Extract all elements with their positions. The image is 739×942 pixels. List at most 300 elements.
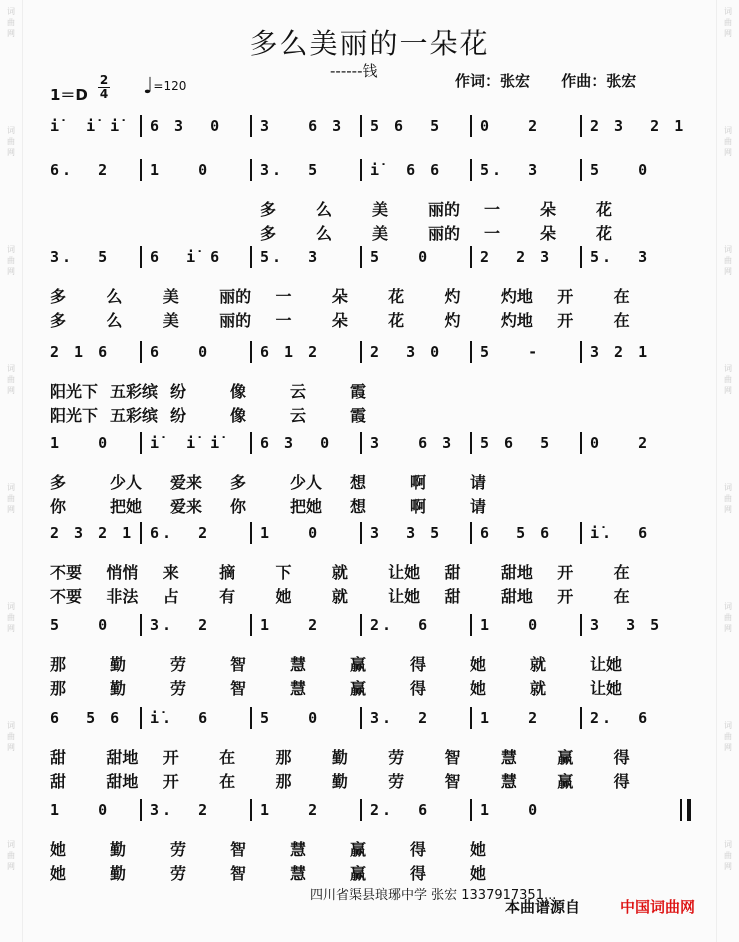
lyricist: 作词：张宏	[455, 72, 531, 90]
lyric-word: 想	[350, 473, 367, 492]
lyric-word: 多	[260, 224, 277, 243]
lyric-word: 她	[470, 655, 487, 674]
watermark-text: 词 曲 网	[7, 364, 15, 395]
lyric-word: 智	[230, 655, 247, 674]
lyric-word: 智	[230, 864, 247, 883]
lyric-word: 多	[50, 287, 67, 306]
lyric-word: 得	[410, 679, 427, 698]
measure-notes: i̇ 6 6	[370, 161, 443, 179]
lyric-word: 花	[388, 287, 405, 306]
measure-notes: i̇. 6	[590, 524, 651, 542]
lyric-word: 她	[50, 864, 67, 883]
lyric-word: 朵	[540, 224, 557, 243]
lyric-word: 开	[162, 772, 179, 791]
bar-line	[360, 707, 362, 729]
measure-notes: 0 2	[480, 117, 541, 135]
right-watermark-strip	[716, 0, 739, 942]
watermark-text: 词 曲 网	[724, 126, 732, 157]
lyric-word: 那	[50, 655, 67, 674]
lyric-word: 一	[484, 200, 501, 219]
bar-line	[360, 432, 362, 454]
footer	[0, 884, 739, 924]
lyric-word: 得	[410, 864, 427, 883]
bar-line	[250, 246, 252, 268]
lyric-word: 她	[470, 679, 487, 698]
bar-line	[360, 341, 362, 363]
bar-line	[580, 246, 582, 268]
measure-notes: 5 0	[370, 248, 431, 266]
lyric-word: 赢	[350, 655, 367, 674]
lyric-word: 甜地	[106, 748, 139, 767]
bar-line	[250, 159, 252, 181]
stave-line	[40, 705, 700, 731]
watermark-text: 词 曲 网	[7, 126, 15, 157]
bar-line	[140, 115, 142, 137]
lyric-word: 朵	[540, 200, 557, 219]
stave-line	[40, 157, 700, 183]
watermark-text: 词 曲 网	[724, 483, 732, 514]
lyric-word: 那	[275, 772, 292, 791]
lyric-word: 多	[50, 311, 67, 330]
lyric-word: 得	[410, 655, 427, 674]
lyric-word: 得	[613, 772, 630, 791]
lyric-word: 灼地	[500, 311, 533, 330]
lyric-line	[40, 379, 700, 401]
lyric-word: 么	[316, 200, 333, 219]
lyric-word: 灼	[444, 287, 461, 306]
lyric-word: 慧	[500, 748, 517, 767]
lyric-word: 勤	[110, 840, 127, 859]
bar-line	[140, 432, 142, 454]
bar-line	[580, 341, 582, 363]
lyric-word: 就	[331, 587, 348, 606]
lyric-word: 那	[50, 679, 67, 698]
bar-line	[580, 115, 582, 137]
watermark-text: 词 曲 网	[724, 602, 732, 633]
measure-notes: 1 0	[50, 434, 111, 452]
lyric-word: 勤	[331, 772, 348, 791]
lyric-word: 赢	[350, 679, 367, 698]
lyric-word: 啊	[410, 497, 427, 516]
watermark-text: 词 曲 网	[724, 245, 732, 276]
measure-notes: 2 3 2 1	[590, 117, 687, 135]
lyric-word: 得	[613, 748, 630, 767]
lyric-word: 智	[230, 679, 247, 698]
measure-notes: i̇ i̇ i̇	[150, 434, 223, 452]
measure-notes: 5 0	[50, 616, 111, 634]
measure-notes: 5 6 5	[370, 117, 443, 135]
lyric-word: 霞	[350, 382, 367, 401]
lyric-word: 想	[350, 497, 367, 516]
stave-line	[40, 430, 700, 456]
measure-notes: 3. 5	[260, 161, 321, 179]
measure-notes: 1 0	[480, 801, 541, 819]
lyric-word: 五彩缤	[110, 382, 159, 401]
bar-line	[470, 799, 472, 821]
measure-notes: 3. 2	[150, 801, 211, 819]
measure-notes: 5. 3	[590, 248, 651, 266]
bar-line	[360, 799, 362, 821]
footer-site: 中国词曲网	[620, 898, 696, 916]
measure-notes: 5 0	[260, 709, 321, 727]
bar-line	[140, 522, 142, 544]
measure-notes: 5 0	[590, 161, 651, 179]
watermark-text: 词 曲 网	[7, 7, 15, 38]
lyric-word: 美	[372, 200, 389, 219]
measure-notes: 1 2	[260, 616, 321, 634]
lyric-word: 云	[290, 382, 307, 401]
lyric-line	[40, 861, 700, 883]
bar-line	[470, 707, 472, 729]
measure-notes: 6. 2	[50, 161, 111, 179]
stave-line	[40, 339, 700, 365]
credits	[455, 70, 662, 91]
lyric-line	[40, 470, 700, 492]
lyric-word: 一	[484, 224, 501, 243]
lyric-word: 让她	[388, 587, 421, 606]
left-watermark-strip	[0, 0, 23, 942]
bar-line	[360, 614, 362, 636]
lyric-word: 请	[470, 473, 487, 492]
lyric-word: 美	[162, 287, 179, 306]
measure-notes: 1 0	[50, 801, 111, 819]
lyric-word: 么	[106, 287, 123, 306]
stave-line	[40, 612, 700, 638]
lyric-word: 不要	[50, 587, 83, 606]
lyric-word: 云	[290, 406, 307, 425]
lyric-word: 不要	[50, 563, 83, 582]
bar-line	[360, 159, 362, 181]
lyric-word: 赢	[557, 772, 574, 791]
lyric-word: 像	[230, 406, 247, 425]
lyric-word: 慧	[290, 655, 307, 674]
lyric-word: 一	[275, 311, 292, 330]
lyric-word: 那	[275, 748, 292, 767]
watermark-text: 词 曲 网	[724, 364, 732, 395]
measure-notes: 1 2	[260, 801, 321, 819]
lyric-word: 纷	[170, 382, 187, 401]
lyric-word: 你	[50, 497, 67, 516]
bar-line	[250, 432, 252, 454]
lyric-word: 花	[596, 224, 613, 243]
lyric-word: 多	[50, 473, 67, 492]
lyric-word: 得	[410, 840, 427, 859]
footer-address: 四川省渠县琅琊中学 张宏 1337917351...	[310, 888, 557, 903]
lyric-word: 在	[613, 311, 630, 330]
bar-line	[250, 522, 252, 544]
lyric-word: 智	[444, 772, 461, 791]
measure-notes: 6 i̇ 6	[150, 248, 223, 266]
bar-line	[140, 159, 142, 181]
stave-line	[40, 797, 700, 823]
measure-notes: 3. 2	[150, 616, 211, 634]
measure-notes: 6 0	[150, 343, 211, 361]
measure-notes: 2. 6	[370, 616, 431, 634]
lyric-word: 勤	[110, 679, 127, 698]
bar-line	[140, 707, 142, 729]
lyric-word: 花	[596, 200, 613, 219]
bar-line	[580, 159, 582, 181]
lyric-word: 她	[50, 840, 67, 859]
measure-notes: 2. 6	[590, 709, 651, 727]
lyric-word: 请	[470, 497, 487, 516]
time-signature	[98, 74, 110, 101]
measure-notes: 2 1 6	[50, 343, 111, 361]
lyric-word: 让她	[590, 655, 623, 674]
footer-source: 本曲谱源自	[505, 898, 581, 916]
lyric-word: 丽的	[219, 287, 252, 306]
measure-notes: 5 6 5	[480, 434, 553, 452]
lyric-word: 多	[230, 473, 247, 492]
lyric-word: 朵	[331, 311, 348, 330]
lyric-word: 丽的	[219, 311, 252, 330]
lyric-word: 像	[230, 382, 247, 401]
lyric-word: 一	[275, 287, 292, 306]
lyric-line	[40, 676, 700, 698]
meter-top: 2	[99, 73, 109, 87]
lyric-word: 悄悄	[106, 563, 139, 582]
watermark-text: 词 曲 网	[7, 840, 15, 871]
lyric-word: 在	[219, 748, 236, 767]
lyric-word: 美	[372, 224, 389, 243]
lyric-word: 慧	[500, 772, 517, 791]
bar-line	[470, 159, 472, 181]
watermark-text: 词 曲 网	[724, 7, 732, 38]
bar-line	[140, 341, 142, 363]
lyric-word: 勤	[331, 748, 348, 767]
lyric-line	[40, 403, 700, 425]
lyric-word: 劳	[388, 748, 405, 767]
bar-line	[140, 246, 142, 268]
lyric-word: 赢	[350, 840, 367, 859]
bar-line	[470, 115, 472, 137]
lyric-word: 开	[557, 563, 574, 582]
measure-notes: 6 3 0	[260, 434, 333, 452]
lyric-word: 甜	[50, 748, 67, 767]
lyric-word: 朵	[331, 287, 348, 306]
lyric-word: 花	[388, 311, 405, 330]
lyric-word: 丽的	[428, 224, 461, 243]
lyric-word: 开	[557, 587, 574, 606]
lyric-word: 有	[219, 587, 236, 606]
quarter-note-icon: ♩	[143, 74, 154, 99]
lyric-word: 在	[613, 287, 630, 306]
measure-notes: i̇ i̇ i̇	[50, 117, 123, 135]
lyric-word: 劳	[170, 864, 187, 883]
stave-line	[40, 244, 700, 270]
lyric-word: 五彩缤	[110, 406, 159, 425]
watermark-text: 词 曲 网	[7, 245, 15, 276]
stave-line	[40, 113, 700, 139]
lyric-word: 慧	[290, 864, 307, 883]
lyric-word: 爱来	[170, 473, 203, 492]
lyric-line	[40, 284, 700, 306]
bar-line	[580, 707, 582, 729]
lyric-word: 她	[275, 587, 292, 606]
key-signature: 1＝D	[50, 86, 88, 104]
measure-notes: 3 6 3	[370, 434, 455, 452]
lyric-word: 摘	[219, 563, 236, 582]
measure-notes: 6. 2	[150, 524, 211, 542]
measure-notes: i̇. 6	[150, 709, 211, 727]
lyric-word: 慧	[290, 840, 307, 859]
lyric-word: 勤	[110, 655, 127, 674]
lyric-word: 纷	[170, 406, 187, 425]
bar-line	[470, 432, 472, 454]
watermark-text: 词 曲 网	[724, 721, 732, 752]
measure-notes: 6 5 6	[480, 524, 553, 542]
tempo-value: =120	[153, 79, 187, 93]
lyric-word: 少人	[110, 473, 143, 492]
lyric-word: 在	[613, 563, 630, 582]
measure-notes: 3 3 5	[590, 616, 663, 634]
measure-notes: 2. 6	[370, 801, 431, 819]
watermark-text: 词 曲 网	[724, 840, 732, 871]
lyric-word: 么	[316, 224, 333, 243]
measure-notes: 3 3 5	[370, 524, 443, 542]
measure-notes: 5 -	[480, 343, 541, 361]
bar-line	[470, 522, 472, 544]
dedication: ------钱	[330, 62, 378, 80]
lyric-line	[40, 560, 700, 582]
lyric-line	[40, 494, 700, 516]
song-title: 多么美丽的一朵花	[249, 27, 490, 60]
lyric-word: 丽的	[428, 200, 461, 219]
measure-notes: 6 3 0	[150, 117, 223, 135]
lyric-word: 甜	[444, 587, 461, 606]
lyric-word: 甜地	[500, 563, 533, 582]
lyric-word: 就	[530, 679, 547, 698]
watermark-text: 词 曲 网	[7, 602, 15, 633]
lyric-word: 她	[470, 864, 487, 883]
bar-line	[250, 614, 252, 636]
composer: 作曲：张宏	[561, 72, 637, 90]
bar-line	[250, 707, 252, 729]
measure-notes: 1 0	[260, 524, 321, 542]
lyric-word: 多	[260, 200, 277, 219]
lyric-word: 开	[557, 287, 574, 306]
lyric-word: 阳光下	[50, 382, 99, 401]
lyric-word: 灼地	[500, 287, 533, 306]
lyric-word: 开	[557, 311, 574, 330]
bar-line	[140, 799, 142, 821]
lyric-word: 霞	[350, 406, 367, 425]
lyric-word: 甜	[444, 563, 461, 582]
lyric-line	[40, 221, 700, 243]
lyric-line	[40, 652, 700, 674]
measure-notes: 6 5 6	[50, 709, 123, 727]
bar-line	[470, 614, 472, 636]
bar-line	[250, 341, 252, 363]
lyric-word: 非法	[106, 587, 139, 606]
measure-notes: 5. 3	[480, 161, 541, 179]
bar-line	[360, 246, 362, 268]
lyric-word: 开	[162, 748, 179, 767]
watermark-text: 词 曲 网	[7, 483, 15, 514]
lyric-line	[40, 837, 700, 859]
measure-notes: 1 2	[480, 709, 541, 727]
lyric-line	[40, 584, 700, 606]
lyric-word: 来	[162, 563, 179, 582]
lyric-line	[40, 745, 700, 767]
bar-line	[470, 341, 472, 363]
bar-line	[580, 614, 582, 636]
lyric-word: 美	[162, 311, 179, 330]
lyric-word: 赢	[557, 748, 574, 767]
bar-line	[360, 115, 362, 137]
bar-line	[140, 614, 142, 636]
repeat-end-bar	[680, 799, 691, 821]
lyric-word: 啊	[410, 473, 427, 492]
bar-line	[470, 246, 472, 268]
measure-notes: 3 2 1	[590, 343, 651, 361]
lyric-word: 把她	[290, 497, 323, 516]
measure-notes: 3. 2	[370, 709, 431, 727]
measure-notes: 3 6 3	[260, 117, 345, 135]
lyric-word: 赢	[350, 864, 367, 883]
lyric-word: 勤	[110, 864, 127, 883]
lyric-word: 在	[613, 587, 630, 606]
bar-line	[580, 432, 582, 454]
lyric-line	[40, 197, 700, 219]
lyric-word: 她	[470, 840, 487, 859]
lyric-word: 劳	[170, 655, 187, 674]
lyric-word: 劳	[170, 679, 187, 698]
lyric-word: 爱来	[170, 497, 203, 516]
lyric-word: 劳	[170, 840, 187, 859]
bar-line	[250, 115, 252, 137]
lyric-word: 慧	[290, 679, 307, 698]
measure-notes: 2 2 3	[480, 248, 553, 266]
bar-line	[360, 522, 362, 544]
lyric-word: 智	[444, 748, 461, 767]
measure-notes: 6 1 2	[260, 343, 321, 361]
lyric-word: 就	[331, 563, 348, 582]
lyric-word: 把她	[110, 497, 143, 516]
stave-line	[40, 520, 700, 546]
measure-notes: 3. 5	[50, 248, 111, 266]
lyric-word: 劳	[388, 772, 405, 791]
measure-notes: 2 3 0	[370, 343, 443, 361]
lyric-word: 在	[219, 772, 236, 791]
measure-notes: 5. 3	[260, 248, 321, 266]
measure-notes: 2 3 2 1	[50, 524, 135, 542]
lyric-line	[40, 308, 700, 330]
lyric-word: 智	[230, 840, 247, 859]
lyric-word: 阳光下	[50, 406, 99, 425]
bar-line	[250, 799, 252, 821]
meter-bottom: 4	[99, 87, 109, 101]
lyric-word: 甜地	[500, 587, 533, 606]
lyric-word: 么	[106, 311, 123, 330]
lyric-word: 甜	[50, 772, 67, 791]
lyric-word: 下	[275, 563, 292, 582]
tempo-mark	[143, 74, 186, 99]
lyric-word: 就	[530, 655, 547, 674]
lyric-word: 让她	[388, 563, 421, 582]
watermark-text: 词 曲 网	[7, 721, 15, 752]
measure-notes: 1 0	[480, 616, 541, 634]
lyric-word: 你	[230, 497, 247, 516]
measure-notes: 0 2	[590, 434, 651, 452]
measure-notes: 1 0	[150, 161, 211, 179]
lyric-word: 少人	[290, 473, 323, 492]
lyric-word: 占	[162, 587, 179, 606]
lyric-word: 让她	[590, 679, 623, 698]
bar-line	[580, 522, 582, 544]
lyric-word: 灼	[444, 311, 461, 330]
lyric-line	[40, 769, 700, 791]
